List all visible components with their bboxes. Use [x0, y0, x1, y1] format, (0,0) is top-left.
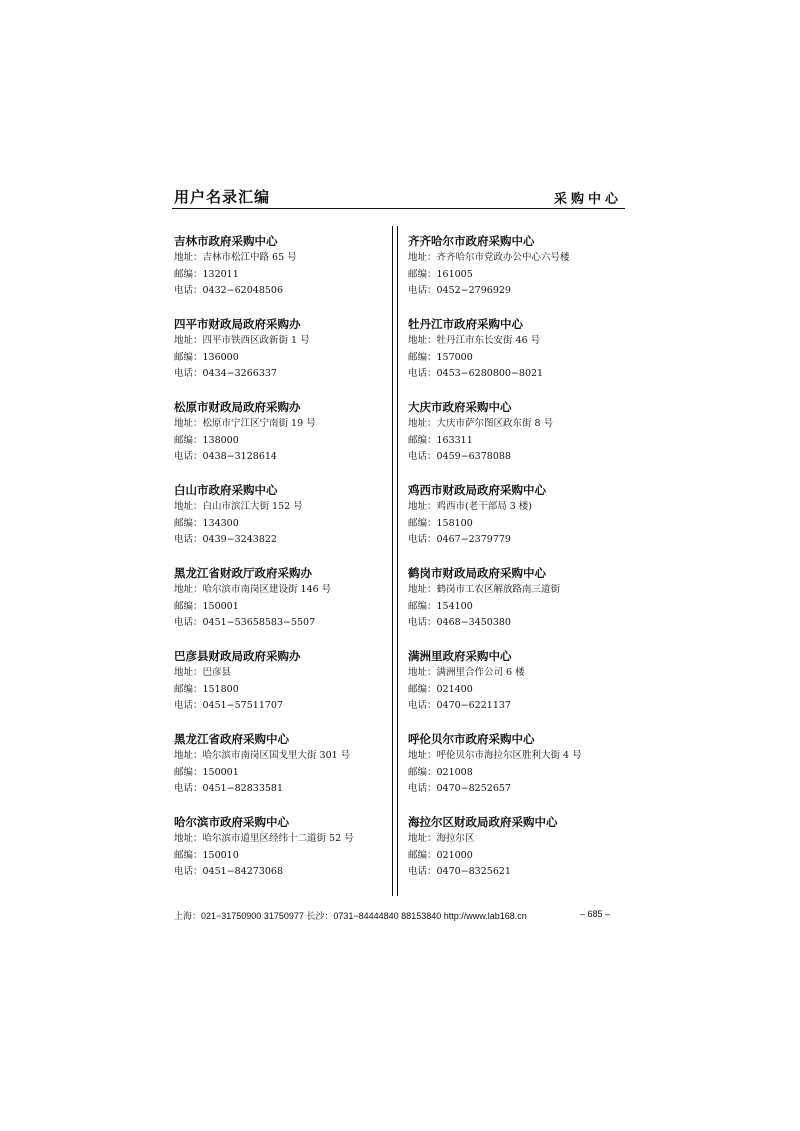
entry-phone: 电话：0470−8325621 [408, 866, 511, 877]
directory-entry [174, 233, 384, 316]
entry-postcode: 邮编：163311 [408, 434, 473, 446]
entry-phone: 电话：0438−3128614 [174, 451, 277, 462]
entry-phone: 电话：0451−57511707 [174, 700, 283, 711]
entry-name: 满洲里政府采购中心 [408, 649, 512, 663]
entry-phone: 电话：0452−2796929 [408, 285, 511, 296]
entry-name: 松原市财政局政府采购办 [174, 400, 301, 414]
directory-entry [408, 399, 618, 482]
entry-postcode: 邮编：132011 [174, 268, 239, 280]
directory-entry [174, 482, 384, 565]
entry-name: 齐齐哈尔市政府采购中心 [408, 234, 535, 248]
entry-postcode: 邮编：138000 [174, 434, 239, 446]
entry-address: 地址：鸡西市(老干部局 3 楼) [408, 501, 532, 512]
entry-postcode: 邮编：150001 [174, 766, 239, 778]
entry-address: 地址：四平市铁西区政新街 1 号 [174, 335, 310, 346]
entry-postcode: 邮编：151800 [174, 683, 239, 695]
entry-phone: 电话：0434−3266337 [174, 368, 277, 379]
entry-postcode: 邮编：157000 [408, 351, 473, 363]
entry-phone: 电话：0439−3243822 [174, 534, 277, 545]
entry-address: 地址：鹤岗市工农区解放路南三道街 [408, 584, 561, 595]
footer-contact: 上海：021−31750900 31750977 长沙：0731−84444840 88153840 http://www.lab168.cn [174, 911, 527, 921]
entry-name: 黑龙江省财政厅政府采购办 [174, 566, 312, 580]
entry-phone: 电话：0467−2379779 [408, 534, 511, 545]
entry-phone: 电话：0453−6280800−8021 [408, 368, 544, 379]
entry-postcode: 邮编：136000 [174, 351, 239, 363]
entry-name: 吉林市政府采购中心 [174, 234, 278, 248]
directory-entry [408, 648, 618, 731]
directory-entry [174, 814, 384, 897]
entry-postcode: 邮编：150010 [174, 849, 239, 861]
page-header-title: 用户名录汇编 [174, 188, 271, 206]
entry-phone: 电话：0451−82833581 [174, 783, 283, 794]
entry-postcode: 邮编：150001 [174, 600, 239, 612]
column-divider [392, 226, 398, 896]
directory-entry [174, 565, 384, 648]
entry-postcode: 邮编：134300 [174, 517, 239, 529]
entry-address: 地址：白山市滨江大街 152 号 [174, 501, 303, 512]
page-header-section: 采购中心 [553, 192, 622, 207]
entry-phone: 电话：0451−84273068 [174, 866, 283, 877]
directory-entry [408, 814, 618, 897]
entry-name: 黑龙江省政府采购中心 [174, 732, 289, 746]
entry-name: 鹤岗市财政局政府采购中心 [408, 566, 546, 580]
entry-phone: 电话：0432−62048506 [174, 285, 283, 296]
entry-phone: 电话：0470−6221137 [408, 700, 511, 711]
entry-address: 地址：满洲里合作公司 6 楼 [408, 667, 525, 678]
left-column [174, 233, 384, 897]
entry-address: 地址：哈尔滨市道里区经纬十二道街 52 号 [174, 833, 354, 844]
entry-address: 地址：牡丹江市东长安街 46 号 [408, 335, 541, 346]
directory-entry [174, 648, 384, 731]
entry-address: 地址：吉林市松江中路 65 号 [174, 252, 297, 263]
entry-address: 地址：松原市宁江区宁南街 19 号 [174, 418, 316, 429]
directory-entry [174, 731, 384, 814]
directory-entry [408, 316, 618, 399]
entry-name: 大庆市政府采购中心 [408, 400, 512, 414]
entry-address: 地址：海拉尔区 [408, 833, 475, 844]
entry-address: 地址：大庆市萨尔图区政东街 8 号 [408, 418, 554, 429]
header-rule [172, 208, 625, 209]
entry-name: 巴彦县财政局政府采购办 [174, 649, 301, 663]
entry-address: 地址：哈尔滨市南岗区国戈里大街 301 号 [174, 750, 351, 761]
entry-address: 地址：哈尔滨市南岗区建设街 146 号 [174, 584, 332, 595]
entry-name: 四平市财政局政府采购办 [174, 317, 301, 331]
entry-name: 海拉尔区财政局政府采购中心 [408, 815, 558, 829]
entry-postcode: 邮编：021008 [408, 766, 473, 778]
right-column [408, 233, 618, 897]
entry-postcode: 邮编：021400 [408, 683, 473, 695]
entry-phone: 电话：0470−8252657 [408, 783, 511, 794]
entry-postcode: 邮编：158100 [408, 517, 473, 529]
entry-postcode: 邮编：021000 [408, 849, 473, 861]
directory-entry [408, 565, 618, 648]
entry-address: 地址：齐齐哈尔市党政办公中心六号楼 [408, 252, 570, 263]
entry-phone: 电话：0468−3450380 [408, 617, 511, 628]
directory-entry [174, 316, 384, 399]
page-number: – 685 – [579, 909, 610, 919]
entry-phone: 电话：0451−53658583−5507 [174, 617, 316, 628]
entry-name: 鸡西市财政局政府采购中心 [408, 483, 546, 497]
directory-entry [408, 731, 618, 814]
entry-postcode: 邮编：161005 [408, 268, 473, 280]
entry-postcode: 邮编：154100 [408, 600, 473, 612]
entry-address: 地址：巴彦县 [174, 667, 232, 678]
directory-entry [408, 482, 618, 565]
entry-phone: 电话：0459−6378088 [408, 451, 511, 462]
directory-entry [408, 233, 618, 316]
directory-entry [174, 399, 384, 482]
entry-name: 牡丹江市政府采购中心 [408, 317, 523, 331]
entry-address: 地址：呼伦贝尔市海拉尔区胜利大街 4 号 [408, 750, 582, 761]
entry-name: 呼伦贝尔市政府采购中心 [408, 732, 535, 746]
entry-name: 哈尔滨市政府采购中心 [174, 815, 289, 829]
entry-name: 白山市政府采购中心 [174, 483, 278, 497]
